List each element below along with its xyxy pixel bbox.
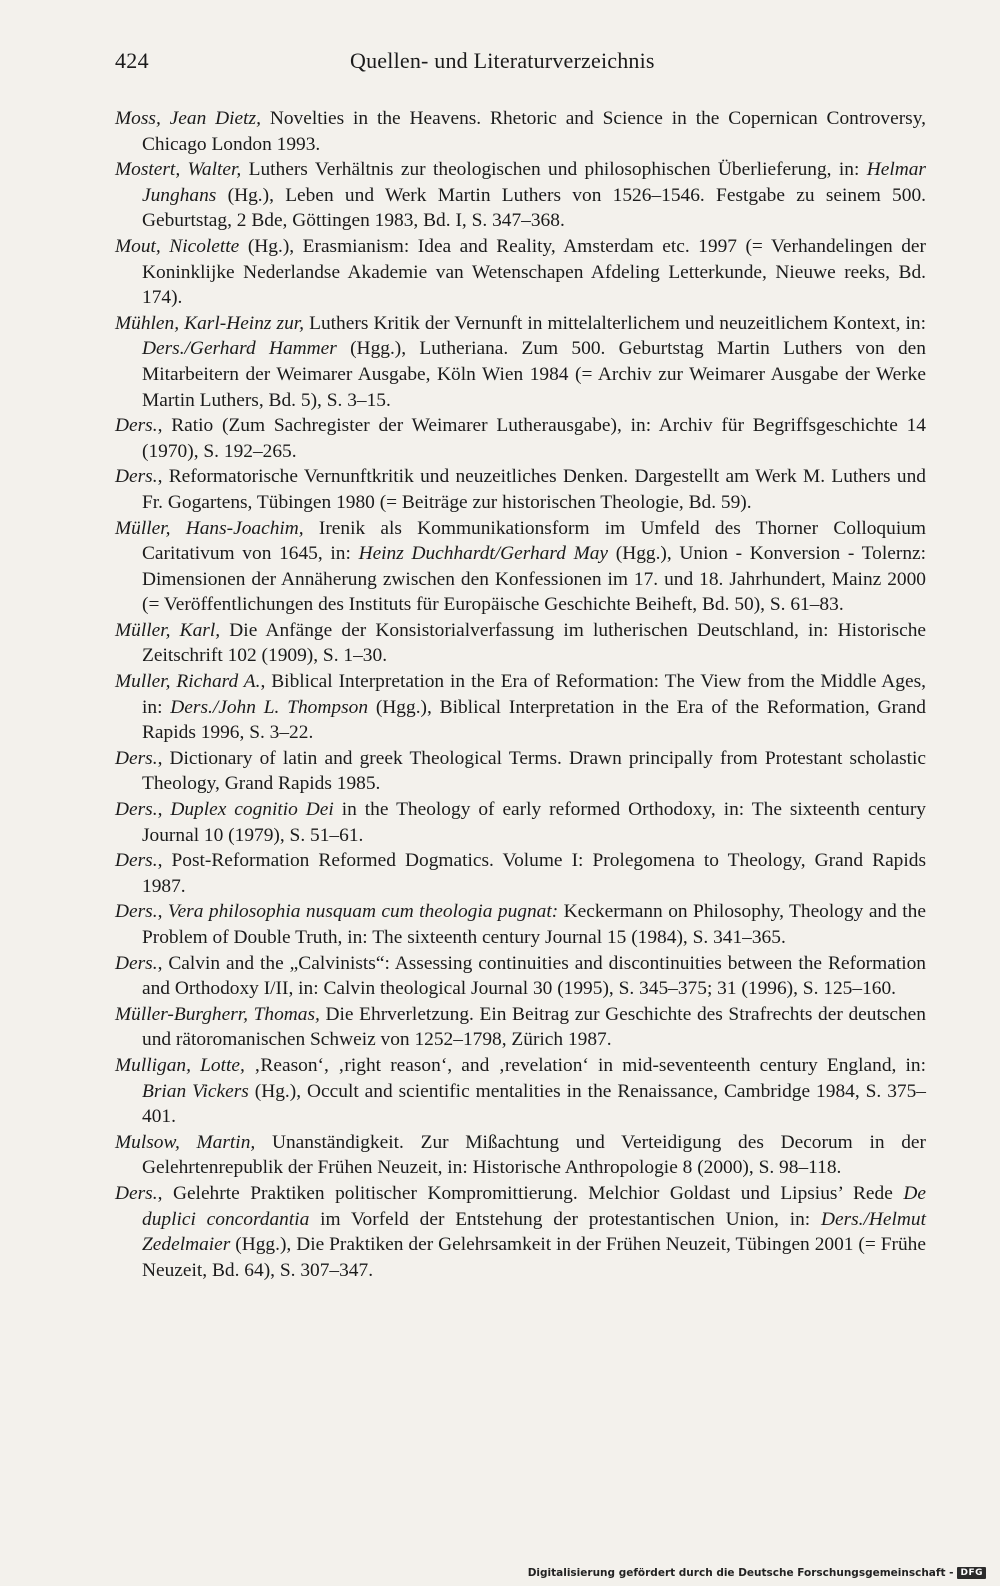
entry-italic-text: De duplici concordantia (142, 1182, 926, 1230)
entry-italic-text: Duplex cognitio Dei (170, 799, 334, 821)
bibliography-entry (115, 797, 926, 848)
entry-italic-text: Vera philosophia nusquam cum theologia pugnat: (167, 901, 559, 923)
bibliography-entry (115, 1130, 926, 1181)
entry-text: , Biblical Interpretation in the Era of Reformation: The View from the Middle Ages, in: (142, 671, 926, 718)
entry-italic-text: Mühlen, Karl-Heinz zur, (115, 312, 305, 334)
entry-text: Irenik als Kommunikationsform im Umfeld des Thorner Colloquium Caritativum von 1645, in: (142, 517, 926, 565)
entry-italic-text: Müller, Karl, (115, 619, 221, 641)
entry-italic-text: Ders./Gerhard Hammer (142, 338, 337, 360)
bibliography-entry (115, 669, 926, 746)
bibliography-entry (115, 618, 926, 669)
bibliography-entry (115, 746, 926, 797)
entry-italic-text: Ders./Helmut Zedelmaier (142, 1208, 926, 1256)
entry-text: (Hgg.), Biblical Interpretation in the Era of the Reformation, Grand Rapids 1996, S. 3–22. (142, 696, 926, 744)
entry-italic-text: Müller, Hans-Joachim, (115, 517, 304, 539)
entry-italic-text: Ders. (115, 415, 158, 437)
entry-italic-text: Ders./John L. Thompson (170, 696, 369, 718)
bibliography-entry (115, 106, 926, 157)
entry-text: in the Theology of early reformed Orthodoxy, in: The sixteenth century Journal 10 (1979), S. 51–61. (142, 799, 926, 846)
bibliography-entry (115, 899, 926, 950)
bibliography-entry (115, 516, 926, 618)
entry-italic-text: Müller-Burgherr, Thomas, (115, 1003, 320, 1025)
bibliography-entry (115, 413, 926, 464)
entry-text: Keckermann on Philosophy, Theology and the Problem of Double Truth, in: The sixteenth century Journal 15 (1984), S. 341–365. (142, 901, 926, 948)
entry-text: , Calvin and the „Calvinists“: Assessing continuities and discontinuities between the Reformation and Orthodoxy I/II, in: Calvin theological Journal 30 (1995), S. 345–375; 31 (1996), S. 125–160. (142, 952, 926, 1000)
entry-italic-text: Ders. (115, 799, 158, 821)
entry-italic-text: Mout, Nicolette (115, 235, 240, 257)
digitization-credit (528, 1567, 986, 1579)
entry-italic-text: Ders. (115, 747, 158, 769)
bibliography-entry (115, 1053, 926, 1130)
entry-text: Luthers Verhältnis zur theologischen und philosophischen Überlieferung, in: (241, 159, 867, 181)
bibliography-list (115, 106, 926, 1283)
page-number: 424 (115, 48, 149, 73)
entry-text: , Dictionary of latin and greek Theological Terms. Drawn principally from Protestant scholastic Theology, Grand Rapids 1985. (142, 747, 926, 795)
entry-text: (Hg.), Erasmianism: Idea and Reality, Amsterdam etc. 1997 (= Verhandelingen der Koninklijke Nederlandse Akademie van Wetenschapen Afdeling Letterkunde, Nieuwe reeks, Bd. 174). (142, 235, 927, 309)
entry-text: Die Anfänge der Konsistorialverfassung im lutherischen Deutschland, in: Historische Zeitschrift 102 (1909), S. 1–30. (142, 619, 926, 667)
entry-italic-text: Helmar Junghans (142, 159, 926, 206)
entry-text: Novelties in the Heavens. Rhetoric and Science in the Copernican Controversy, Chicago London 1993. (142, 108, 926, 155)
bibliography-entry (115, 951, 926, 1002)
entry-italic-text: Ders. (115, 850, 158, 872)
bibliography-entry (115, 1002, 926, 1053)
entry-italic-text: Moss, Jean Dietz, (115, 108, 261, 129)
entry-text: , Reformatorische Vernunftkritik und neuzeitliches Denken. Dargestellt am Werk M. Luthers und Fr. Gogartens, Tübingen 1980 (= Beiträge zur historischen Theologie, Bd. 59). (142, 466, 926, 513)
entry-text: (Hgg.), Lutheriana. Zum 500. Geburtstag Martin Luthers von den Mitarbeitern der Weimarer Ausgabe, Köln Wien 1984 (= Archiv zur Weimarer Ausgabe der Werke Martin Luthers, Bd. 5), S. 3–15. (142, 338, 926, 411)
entry-italic-text: Brian Vickers (142, 1080, 249, 1102)
entry-text: (Hgg.), Die Praktiken der Gelehrsamkeit in der Frühen Neuzeit, Tübingen 2001 (= Frühe Neuzeit, Bd. 64), S. 307–347. (142, 1234, 926, 1281)
entry-text: (Hg.), Leben und Werk Martin Luthers von 1526–1546. Festgabe zu seinem 500. Geburtstag, 2 Bde, Göttingen 1983, Bd. I, S. 347–368. (142, 184, 926, 232)
entry-text: (Hg.), Occult and scientific mentalities in the Renaissance, Cambridge 1984, S. 375–401. (142, 1080, 926, 1128)
entry-italic-text: Ders. (115, 1182, 158, 1204)
bibliography-entry (115, 464, 926, 515)
entry-text: Die Ehrverletzung. Ein Beitrag zur Geschichte des Strafrechts der deutschen und rätoromanischen Schweiz von 1252–1798, Zürich 1987. (142, 1003, 926, 1051)
entry-italic-text: Mostert, Walter, (115, 159, 242, 181)
entry-italic-text: Heinz Duchhardt/Gerhard May (358, 543, 609, 565)
entry-text: ‚Reason‘, ‚right reason‘, and ‚revelation‘ in mid-seventeenth century England, in: (244, 1054, 926, 1076)
entry-italic-text: Ders. (115, 952, 158, 974)
entry-text: Luthers Kritik der Vernunft in mittelalterlichem und neuzeitlichem Kontext, in: (304, 312, 926, 334)
bibliography-entry (115, 848, 926, 899)
running-head: Quellen- und Literaturverzeichnis (350, 48, 655, 73)
entry-text: im Vorfeld der Entstehung der protestantischen Union, in: (309, 1208, 821, 1230)
entry-text: , (157, 901, 168, 923)
entry-italic-text: Ders. (115, 901, 158, 923)
entry-italic-text: Muller, Richard A. (115, 671, 261, 693)
entry-text: , Ratio (Zum Sachregister der Weimarer Lutherausgabe), in: Archiv für Begriffsgeschichte 14 (1970), S. 192–265. (142, 415, 926, 462)
entry-italic-text: Mulligan, Lotte, (115, 1054, 245, 1076)
entry-text: , Gelehrte Praktiken politischer Kompromittierung. Melchior Goldast und Lipsius’ Rede (157, 1182, 904, 1204)
bibliography-entry (115, 311, 926, 413)
bibliography-entry (115, 234, 926, 311)
footer-credit-text: Digitalisierung gefördert durch die Deutsche Forschungsgemeinschaft - (527, 1567, 954, 1579)
dfg-logo: DFG (957, 1567, 986, 1579)
entry-text: , (157, 799, 171, 821)
entry-text: , Post-Reformation Reformed Dogmatics. Volume I: Prolegomena to Theology, Grand Rapids 1987. (142, 850, 926, 897)
entry-italic-text: Ders. (115, 466, 158, 488)
bibliography-entry (115, 157, 926, 234)
entry-text: (Hgg.), Union - Konversion - Tolernz: Dimensionen der Annäherung zwischen den Konfessionen im 17. und 18. Jahrhundert, Mainz 2000 (= Veröffentlichungen des Instituts für Europäische Geschichte Beiheft, Bd. 50), S. 61–83. (142, 543, 927, 616)
entry-italic-text: Mulsow, Martin, (115, 1131, 256, 1153)
bibliography-entry (115, 1181, 926, 1283)
entry-text: Unanständigkeit. Zur Mißachtung und Verteidigung des Decorum in der Gelehrtenrepublik der Frühen Neuzeit, in: Historische Anthropologie 8 (2000), S. 98–118. (142, 1131, 926, 1179)
